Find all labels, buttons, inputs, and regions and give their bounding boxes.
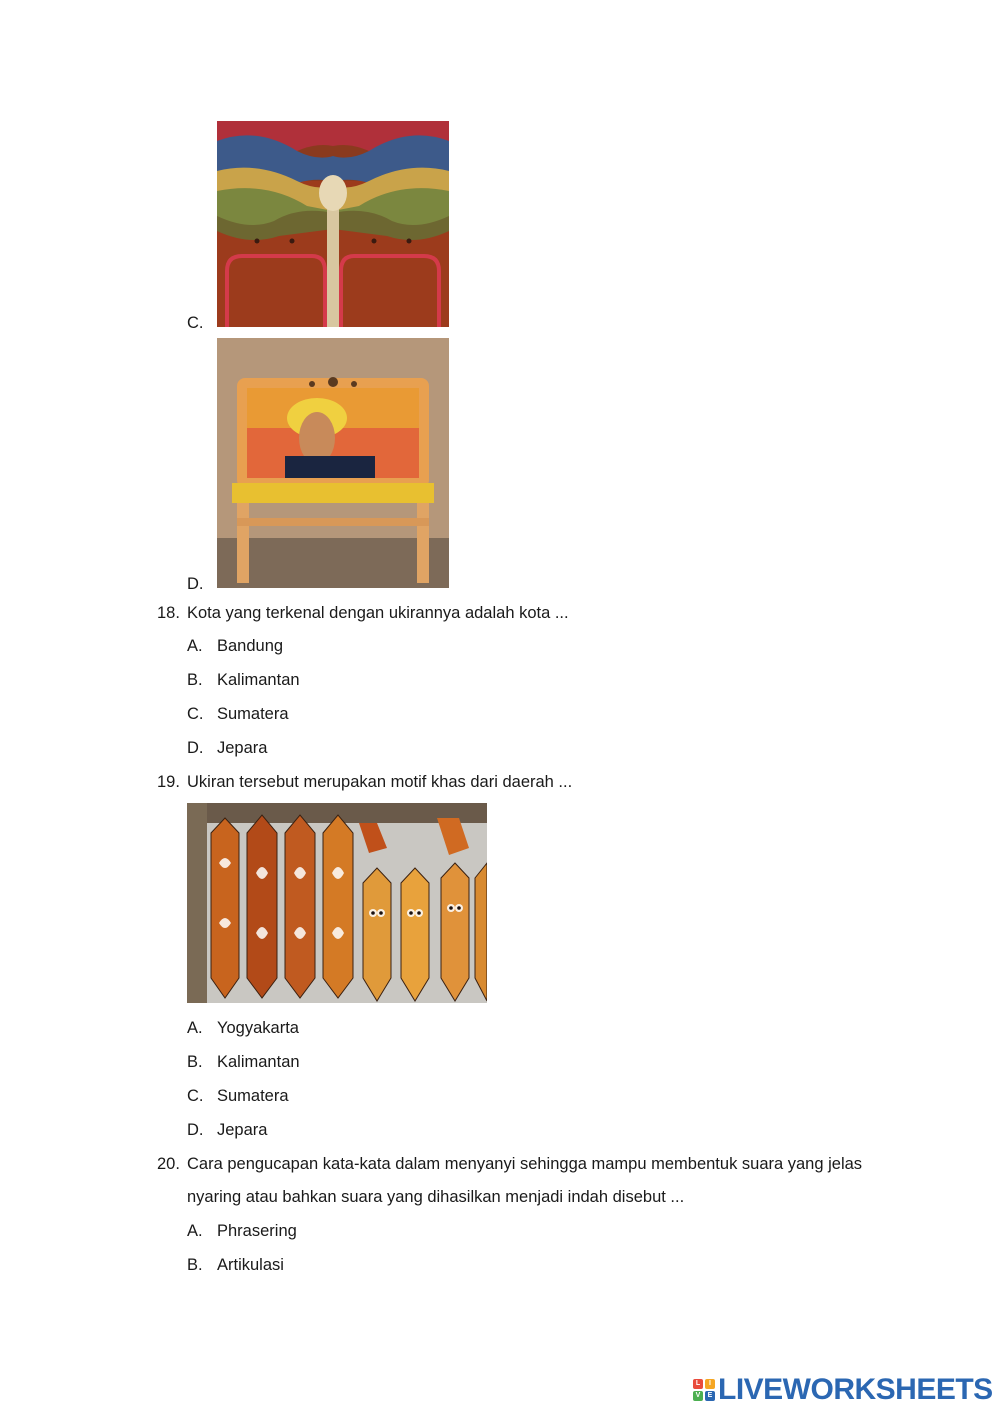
logo-tile: I	[705, 1379, 715, 1389]
logo-tile: L	[693, 1379, 703, 1389]
question-text: Ukiran tersebut merupakan motif khas dari daerah ...	[187, 773, 573, 791]
option-letter: A.	[187, 1222, 203, 1240]
option-letter: B.	[187, 671, 203, 689]
dayak-shields-image	[187, 803, 487, 1003]
option-label[interactable]: Phrasering	[217, 1222, 297, 1240]
logo-tile: V	[693, 1391, 703, 1401]
option-label[interactable]: Bandung	[217, 637, 284, 655]
brand-name: LIVEWORKSHEETS	[718, 1373, 993, 1406]
question-text: Kota yang terkenal dengan ukirannya adalah kota ...	[187, 604, 569, 622]
option-label[interactable]: Kalimantan	[217, 1053, 300, 1071]
option-letter: D.	[187, 1121, 204, 1139]
option-label[interactable]: Jepara	[217, 739, 268, 757]
option-label[interactable]: Kalimantan	[217, 671, 300, 689]
logo-tile: E	[705, 1391, 715, 1401]
carved-door-image	[217, 121, 449, 327]
option-label[interactable]: Sumatera	[217, 1087, 289, 1105]
question-number: 19.	[157, 773, 180, 791]
option-letter: C.	[187, 1087, 204, 1105]
option-letter: A.	[187, 637, 203, 655]
option-label[interactable]: Sumatera	[217, 705, 289, 723]
question-text-line2: nyaring atau bahkan suara yang dihasilkan menjadi indah disebut ...	[187, 1188, 685, 1206]
option-letter: D.	[187, 575, 204, 593]
logo-tiles-icon	[693, 1379, 715, 1401]
painted-bench-image	[217, 338, 449, 588]
option-letter: C.	[187, 314, 204, 332]
option-label[interactable]: Artikulasi	[217, 1256, 284, 1274]
option-letter: B.	[187, 1256, 203, 1274]
question-text-line1: Cara pengucapan kata-kata dalam menyanyi sehingga mampu membentuk suara yang jelas	[187, 1155, 863, 1173]
option-letter: C.	[187, 705, 204, 723]
option-letter: A.	[187, 1019, 203, 1037]
option-letter: B.	[187, 1053, 203, 1071]
liveworksheets-logo	[693, 1374, 993, 1406]
question-number: 20.	[157, 1155, 180, 1173]
question-number: 18.	[157, 604, 180, 622]
option-label[interactable]: Jepara	[217, 1121, 268, 1139]
option-letter: D.	[187, 739, 204, 757]
option-label[interactable]: Yogyakarta	[217, 1019, 299, 1037]
